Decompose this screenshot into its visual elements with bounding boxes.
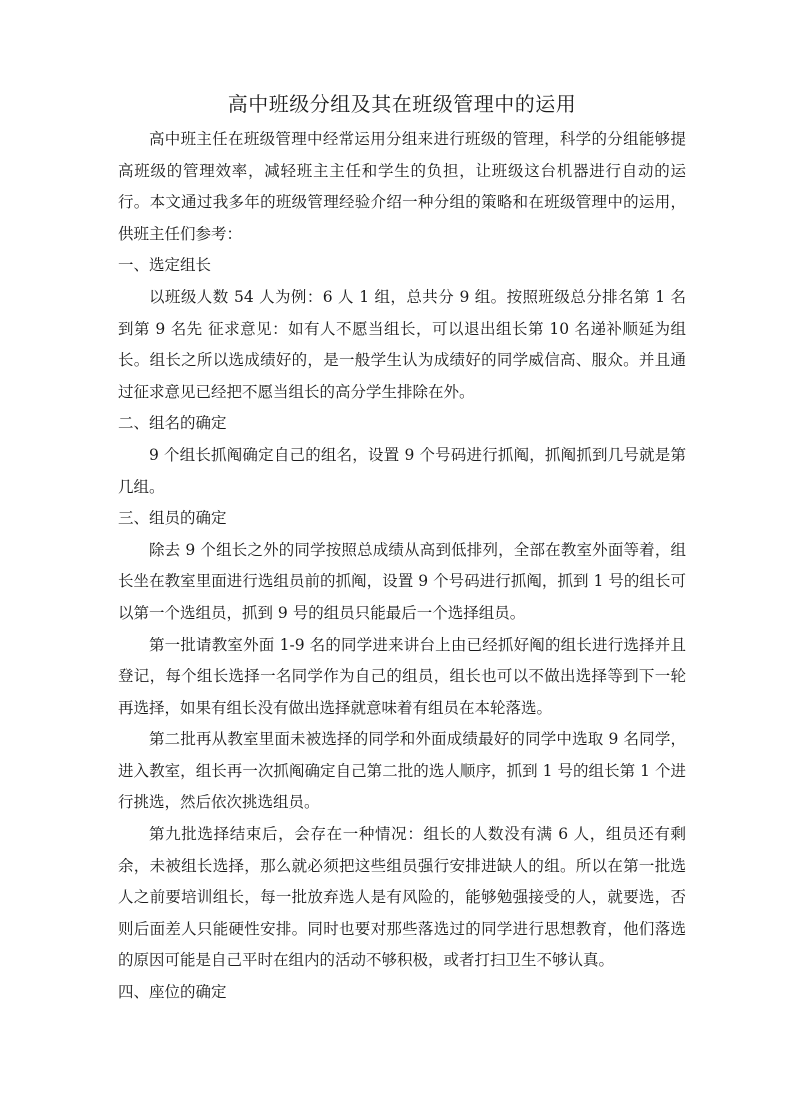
document-title: 高中班级分组及其在班级管理中的运用 (227, 92, 577, 116)
section-2-paragraph-1: 9 个组长抓阄确定自己的组名，设置 9 个号码进行抓阄，抓阄抓到几号就是第几组。 (118, 445, 686, 496)
intro-paragraph: 高中班主任在班级管理中经常运用分组来进行班级的管理，科学的分组能够提高班级的管理效率，减轻班主主任和学生的负担，让班级这台机器进行自动的运行。本文通过我多年的班级管理经验介绍一种分组的策略和在班级管理中的运用，供班主任们参考： (118, 130, 686, 243)
section-heading-3: 三、组员的确定 (118, 509, 227, 528)
section-heading-4: 四、座位的确定 (118, 983, 227, 1002)
section-3-paragraph-3: 第二批再从教室里面未被选择的同学和外面成绩最好的同学中选取 9 名同学，进入教室，组长再一次抓阄确定自己第二批的选人顺序，抓到 1 号的组长第 1 个进行挑选，然后依次挑选组员。 (118, 730, 686, 812)
section-3-paragraph-1: 除去 9 个组长之外的同学按照总成绩从高到低排列，全部在教室外面等着，组长坐在教室里面进行选组员前的抓阄，设置 9 个号码进行抓阄，抓到 1 号的组长可以第一个选组员，抓到 9 号的组员只能最后一个选择组员。 (118, 540, 686, 622)
section-heading-2: 二、组名的确定 (118, 414, 227, 433)
section-3-paragraph-4: 第九批选择结束后，会存在一种情况：组长的人数没有满 6 人，组员还有剩余，未被组长选择，那么就必须把这些组员强行安排进缺人的组。所以在第一批选人之前要培训组长，每一批放弃选人是有风险的，能够勉强接受的人，就要选，否则后面差人只能硬性安排。同时也要对那些落选过的同学进行思想教育，他们落选的原因可能是自己平时在组内的活动不够积极，或者打扫卫生不够认真。 (118, 825, 686, 970)
section-3-paragraph-2: 第一批请教室外面 1-9 名的同学进来讲台上由已经抓好阄的组长进行选择并且登记，每个组长选择一名同学作为自己的组员，组长也可以不做出选择等到下一轮再选择，如果有组长没有做出选择就意味着有组员在本轮落选。 (118, 635, 686, 717)
section-1-paragraph-1: 以班级人数 54 人为例：6 人 1 组，总共分 9 组。按照班级总分排名第 1 名到第 9 名先 征求意见：如有人不愿当组长，可以退出组长第 10 名递补顺延为组长。组长之所以选成绩好的，是一般学生认为成绩好的同学威信高、服众。并且通过征求意见已经把不愿当组长的高分学生排除在外。 (118, 287, 686, 401)
section-heading-1: 一、选定组长 (118, 256, 212, 275)
document-page (118, 88, 686, 1009)
